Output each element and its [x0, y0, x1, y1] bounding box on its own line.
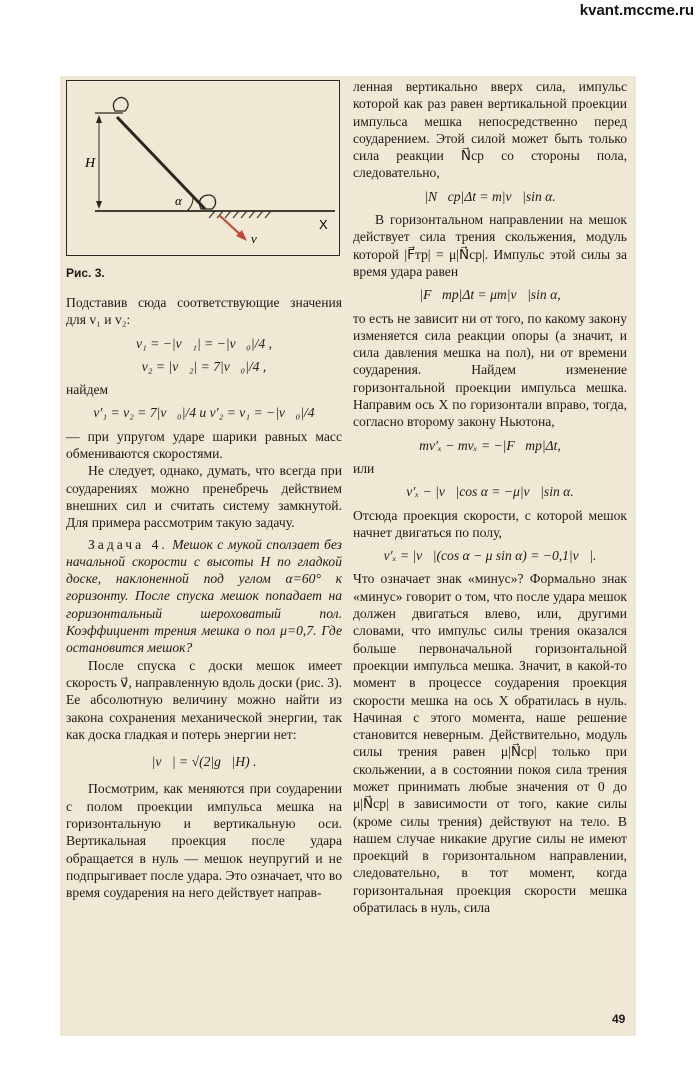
task-body: Мешок с мукой сползает без начальной скорости с высоты H по гладкой доске, наклоненной под углом α=60° к горизонту. После спуска мешок попадает на горизонтальный шероховатый пол. Коэффициент трения мешка о пол μ=0,7. Где остановится мешок?	[66, 536, 342, 656]
incline-board	[117, 117, 205, 209]
paragraph: Отсюда проекция скорости, с которой мешок начнет двигаться по полу,	[353, 507, 627, 540]
right-column	[353, 78, 627, 916]
paragraph: ленная вертикально вверх сила, импульс которой как раз равен вертикальной проекции импульса мешка непосредственно перед соударением. Этой силой может быть только сила реакции N⃗ср со стороны пола, следовательно,	[353, 79, 627, 181]
incline-diagram	[67, 81, 339, 255]
equation: v₂ = |v⃗₂| = 7|v⃗₀|/4 ,	[141, 358, 267, 374]
equation: v′ₓ − |v⃗|cos α = −μ|v⃗|sin α.	[406, 484, 574, 500]
equation: |F⃗тр|Δt = μm|v⃗|sin α,	[419, 287, 561, 303]
left-column	[66, 294, 342, 902]
figure-caption: Рис. 3.	[66, 266, 105, 280]
paragraph: Что означает знак «минус»? Формально знак «минус» говорит о том, что после удара мешок должен двигаться влево, или, другими словами, что импульс силы трения оказался больше первоначальной горизонтальной проекции импульса мешка. Значит, в какой-то момент в процессе соударения проекция скорости мешка на ось X обратилась в нуль. Начиная с этого момента, наше решение становится неверным. Действительно, модуль силы трения равен μ|N⃗ср| только при скольжении, а в состоянии покоя сила трения может принимать любые значения от 0 до μ|N⃗ср| в зависимости от того, какие силы (кроме силы трения) действуют на тело. В нашем случае никакие другие силы не имеют проекций в горизонтальном направлении, следовательно, в тот момент, когда горизонтальная проекция скорости мешка обратилась в нуль, сила	[353, 571, 627, 916]
label-v: v⃗	[251, 231, 267, 246]
paragraph: или	[353, 460, 375, 476]
equation: mv′ₓ − mvₓ = −|F⃗тр|Δt,	[419, 437, 561, 453]
height-arrow-top	[96, 115, 102, 123]
angle-arc	[187, 197, 193, 211]
floor-hatching	[209, 211, 271, 218]
paragraph: Подставив сюда соответствующие значения для v₁ и v₂:	[66, 295, 342, 328]
height-arrow-bottom	[96, 201, 102, 209]
figure-3	[66, 80, 340, 256]
label-x: X	[319, 217, 328, 232]
paragraph: то есть не зависит ни от того, по какому закону изменяется сила реакции опоры (а значит, и сила давления мешка на пол), ни от времени соударения. Найдем изменение горизонтальной проекции импульса мешка. Направим ось X по горизонтали вправо, тогда, согласно второму закону Ньютона,	[353, 310, 627, 430]
site-url[interactable]: kvant.mccme.ru	[579, 2, 694, 19]
journal-page	[60, 76, 636, 1036]
task-heading: Задача 4.	[88, 536, 168, 552]
equation: v′₁ = v₂ = 7|v⃗₀|/4 и v′₂ = v₁ = −|v⃗₀|/4	[93, 405, 315, 421]
paragraph: найдем	[66, 382, 109, 398]
equation: v′ₓ = |v⃗|(cos α − μ sin α) = −0,1|v⃗|.	[383, 548, 597, 564]
paragraph: После спуска с доски мешок имеет скорость v⃗, направленную вдоль доски (рис. 3). Ее абсолютную величину можно найти из закона сохранения механической энергии, так как доска гладкая и потерь энергии нет:	[66, 657, 342, 742]
sack-top-icon	[113, 97, 128, 111]
paragraph: В горизонтальном направлении на мешок действует сила трения скольжения, модуль которой |F⃗тр| = μ|N⃗ср|. Импульс этой силы за время удара равен	[353, 212, 627, 279]
page-number: 49	[612, 1012, 626, 1026]
paragraph: Посмотрим, как меняются при соударении с полом проекции импульса мешка на горизонтальную и вертикальную оси. Вертикальная проекция после удара обращается в нуль — мешок неупругий и не подпрыгивает после удара. Это означает, что во время соударения на него действует направ-	[66, 781, 342, 901]
paragraph: — при упругом ударе шарики равных масс обмениваются скоростями.	[66, 428, 342, 462]
label-h: H	[85, 156, 96, 171]
equation: |N⃗ср|Δt = m|v⃗|sin α.	[424, 188, 556, 204]
label-alpha: α	[175, 193, 182, 208]
equation: v₁ = −|v⃗₁| = −|v⃗₀|/4 ,	[135, 335, 273, 351]
paragraph: Не следует, однако, думать, что всегда при соударениях можно пренебречь действием внешних сил и считать систему замкнутой. Для примера рассмотрим такую задачу.	[66, 463, 342, 531]
task-statement	[66, 536, 342, 657]
equation: |v⃗| = √(2|g⃗|H) .	[151, 754, 257, 770]
